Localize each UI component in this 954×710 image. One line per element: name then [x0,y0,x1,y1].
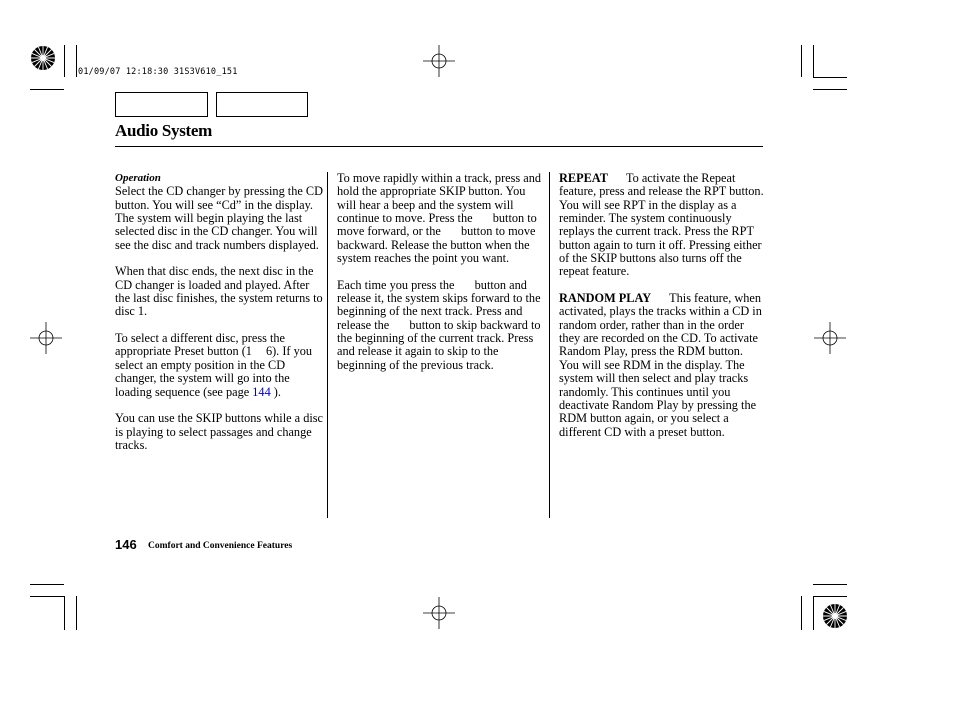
random-play-heading: RANDOM PLAY [559,291,652,306]
footer-section-label: Comfort and Convenience Features [148,541,293,551]
page-title: Audio System [115,121,212,140]
text-run: 6). If you select an empty position in the CD changer, the system will go into the loading sequence (see page [115,344,313,399]
column-divider [327,172,328,518]
paragraph [337,279,543,372]
text-run: To move rapidly within a track, press and hold the appropriate SKIP button. You will hear a beep and the system will continue to move. Press the [337,171,542,226]
registration-target-icon [423,597,455,629]
print-job-id: 01/09/07 12:18:30 31S3V610_151 [78,67,238,77]
paragraph: You can use the SKIP buttons while a disc is playing to select passages and change tracks. [115,411,324,452]
text-run: Each time you press the [337,277,455,292]
page-link[interactable]: 144 [252,384,271,399]
paragraph [559,292,765,439]
column-1 [115,172,325,466]
paragraph: When that disc ends, the next disc in the CD changer is loaded and played. After the last disc finishes, the system returns to disc 1. [115,264,323,319]
text-run: This feature, when activated, plays the tracks within a CD in random order, rather than in the order they are recorded on the CD. To activate Random Play, press the RDM button. You will see RDM in the display. The system will then select and play tracks randomly. This continues until you deactivate Random Play by pressing the RDM button again, or you select a different CD with a preset button. [559,291,762,439]
column-2 [337,172,543,386]
paragraph [559,172,765,279]
repeat-heading: REPEAT [559,171,608,185]
text-run: To select a different disc, press the appropriate Preset button (1 [115,331,285,359]
registration-target-icon [814,322,846,354]
section-tab [115,92,208,117]
starburst-registration-icon [30,45,56,71]
text-run: To activate the Repeat feature, press and release the RPT button. You will see RPT in the display as a reminder. The system continuously replays the current track. Press the RPT button again to turn it off. Pressing either of the SKIP buttons also turns off the repeat feature. [559,171,764,279]
text-run: button and release it, the system skips forward to the beginning of the next track. Press and release the [337,277,541,332]
paragraph [337,172,543,265]
subheading: Operation [115,172,161,184]
text-run: button to move forward, or the [337,211,537,239]
text-run: ). [273,384,281,399]
registration-target-icon [423,45,455,77]
page-number: 146 [115,537,137,552]
text-run: button to skip backward to the beginning of the current track. Press and release it again to skip to the beginning of the previous track. [337,317,541,372]
paragraph [115,332,325,399]
registration-target-icon [30,322,62,354]
text-run: button to move backward. Release the button when the system reaches the point you want. [337,224,536,266]
column-3 [559,172,765,452]
paragraph: Select the CD changer by pressing the CD button. You will see “Cd” in the display. The system will begin playing the last selected disc in the CD changer. You will see the disc and track numbers displayed. [115,184,323,252]
column-divider [549,172,550,518]
title-rule [115,146,763,147]
section-tab [216,92,308,117]
starburst-registration-icon [822,603,848,629]
